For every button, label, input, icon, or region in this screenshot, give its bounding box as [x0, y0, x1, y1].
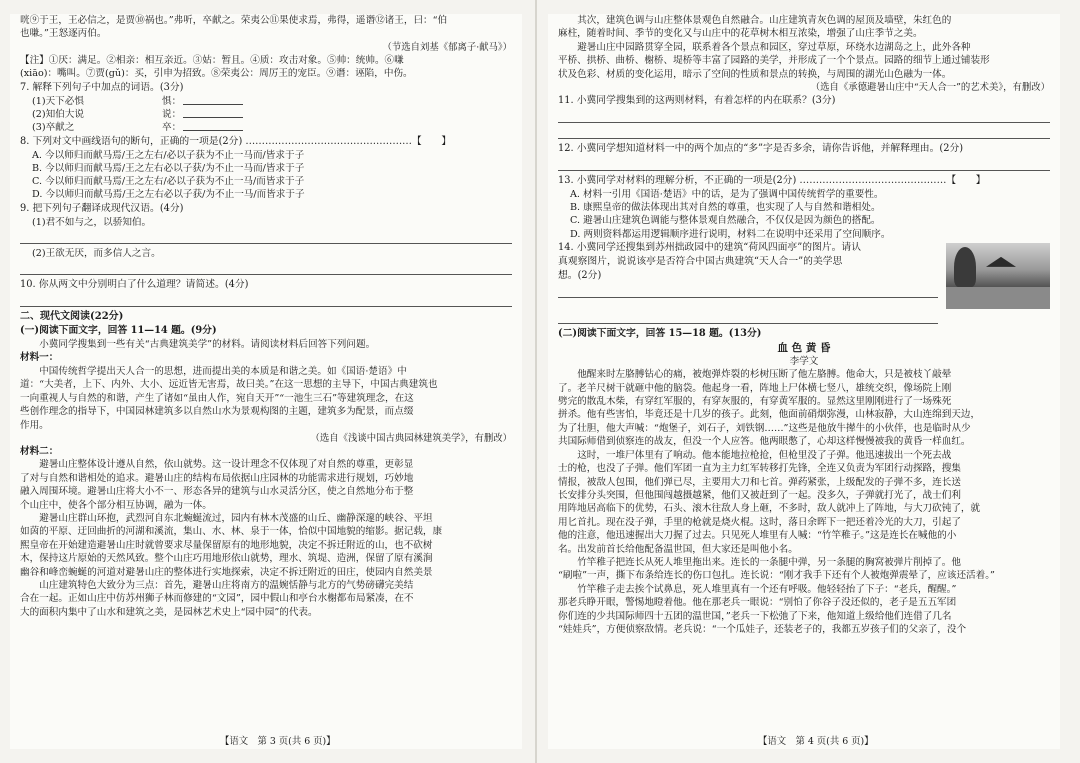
text-line: 大的面积内集中了山水和建筑之美，是园林艺术史上“园中园”的代表。 — [20, 606, 318, 618]
text-line: 麻柱，随着时间、季节的变化又与山庄中的花草树木相互浓染，增强了山庄季节之美。 — [558, 28, 923, 40]
text-line: 用匕首扎。现在没子弹，手里的枪就是烧火棍。这时，落日余晖下一把还着冷光的大刀，引起了 — [558, 516, 961, 528]
annotation-notes — [20, 54, 512, 81]
page-footer: 【语文 第 4 页(共 6 页)】 — [758, 736, 874, 747]
note-line: 【注】①厌：满足。②相亲：相互亲近。③姑：暂且。④质：攻击对象。⑤帅：统帅。⑥嗛 — [20, 54, 404, 66]
question-7-item — [20, 108, 512, 121]
answer-line[interactable] — [558, 311, 938, 324]
page-fold — [535, 0, 537, 763]
question-line: 想。(2分) — [558, 269, 602, 281]
text-line: 咣⑨于王，王必信之，是贾⑩祸也。”弗听，卒献之。荣夷公⑪果使求焉，弗得，遥谮⑫诸王，曰：“伯 — [20, 15, 448, 26]
answer-line[interactable] — [20, 294, 512, 307]
subsection-2-heading: (二)阅读下面文字，回答 15—18 题。(13分) — [558, 327, 762, 339]
text-line: 熙皇帝在开始建造避暑山庄时就曾要求尽量保留原有的地形地貌，决定不拆迁附近的山，也不砍树 — [20, 539, 433, 551]
question-13-options — [558, 188, 1050, 241]
page-footer: 【语文 第 3 页(共 6 页)】 — [220, 736, 336, 747]
page-4 — [548, 14, 1060, 749]
note-line: (xiāo)：嘴叫。⑦贾(gǔ)：买，引申为招致。⑧荣夷公：周厉王的宠臣。⑨谮：诬陷，中伤。 — [20, 68, 413, 80]
item-word: 说： — [162, 109, 182, 121]
text-line: 共国际师借到侦察连的战友，但没一个人应答。他两眼憋了，心却这样慢慢被我的黄昏一样血红。 — [558, 436, 971, 448]
text-line: 作用。 — [20, 419, 49, 431]
material-2-continued — [558, 14, 1050, 81]
question-12: 12. 小冀同学想知道材料一中的两个加点的“多”字是否多余，请你告诉他，并解释理由。(2分) — [558, 143, 964, 155]
text-line: 山庄建筑特色大致分为三点：首先，避暑山庄将南方的温婉恬静与北方的气势磅礴完美结 — [39, 579, 414, 591]
answer-line[interactable] — [558, 126, 1050, 139]
text-line: 如茵的平原、迂回曲折的河湖和溪流，集山、水、林、泉于一体，恰似中国地貌的缩影。据记载，康 — [20, 526, 443, 538]
question-8-options — [20, 149, 512, 202]
section-modern-reading: 二、现代文阅读(22分) — [20, 311, 124, 323]
text-line: 一向重视人与自然的和谐，产生了诸如“虽由人作，宛自天开”“一池生三石”等建筑理念，在这 — [20, 392, 414, 404]
text-line: 避暑山庄群山环抱，武烈河自东北蜿蜒流过，园内有林木茂盛的山丘、幽静深邃的峡谷、平坦 — [39, 512, 433, 524]
question-line: 14. 小冀同学还搜集到苏州拙政园中的建筑“荷风四面亭”的图片。请认 — [558, 241, 862, 253]
text-line: 长安排分头突围，但他围闯越摄越紧，他们又被赶到了一起。没多久，子弹就打光了，战士们利 — [558, 489, 961, 501]
option-line: B. 今以师归而献马焉/王之左右必以子获/为不止一马而/皆求于子 — [32, 163, 305, 175]
text-line: 这时，一堆尸体里有了响动。他本能地拉枪抢，但枪里没了子弹。他迅速拔出一个死去战 — [577, 449, 952, 461]
source-citation-3: （选自《承德避暑山庄中“天人合一”的艺术美》，有删改） — [810, 82, 1050, 94]
question-7: 7. 解释下列句子中加点的词语。(3分) — [20, 81, 184, 93]
text-line: 个山庄中，使各个部分相互协调，融为一体。 — [20, 499, 212, 511]
item-sentence: (2)知伯大说 — [32, 109, 84, 121]
pavilion-roof-shape — [986, 257, 1016, 267]
question-9-sentence-1: (1)君不如与之，以骄知伯。 — [32, 216, 152, 228]
tree-shape — [954, 247, 976, 287]
answer-line[interactable] — [558, 110, 1050, 123]
question-11: 11. 小冀同学搜集到的这两则材料，有着怎样的内在联系？(3分) — [558, 95, 836, 107]
text-line: 为了壮胆，他大声喊：“炮堡子，刘石子，刘铁钢……”这些是他放牛撵牛的小伙伴，也是临时从少 — [558, 422, 971, 434]
subsection-1-heading: (一)阅读下面文字，回答 11—14 题。(9分) — [20, 325, 217, 337]
material-1-text — [20, 365, 512, 432]
reading-intro: 小冀同学搜集到一些有关“古典建筑美学”的材料。请阅读材料后回答下列问题。 — [39, 339, 376, 351]
option-line: C. 今以师归而献马焉/王之左右/必以子获为不止一马/而皆求于子 — [32, 176, 305, 188]
text-line: 状及色彩、材质的变化运用，暗示了空间的性质和景点的转换，与周围的湖光山色融为一体。 — [558, 68, 952, 80]
story-text — [558, 368, 1050, 636]
text-line: 些创作理念的指导下，中国园林建筑多以自然山水为景观构图的主题，建筑多为配景，而点缀 — [20, 406, 414, 418]
item-sentence: (3)卒献之 — [32, 122, 75, 134]
page-3 — [10, 14, 522, 749]
text-line: “刷啦”一声，撕下布条给连长的伤口包扎。连长说：“刚才我手下还有个人被炮弹震晕了，应该还活着。” — [558, 570, 995, 582]
material-1-label: 材料一： — [20, 352, 59, 364]
question-10: 10. 你从两文中分别明白了什么道理？请简述。(4分) — [20, 279, 249, 291]
option-line: D. 今以师归而献马焉/王之左右必以子获/为不止一马/而皆求于子 — [32, 189, 305, 201]
option-line: B. 康熙皇帝的做法体现出其对自然的尊重，也实现了人与自然和谐相处。 — [570, 202, 881, 214]
story-author: 李学文 — [789, 355, 819, 367]
question-13: 13. 小冀同学对材料的理解分析，不正确的一项是(2分) ………………………………………【 】 — [558, 175, 986, 187]
text-line: 避暑山庄整体设计遵从自然，依山就势。这一设计理念不仅体现了对自然的尊重，更彰显 — [39, 459, 414, 471]
text-line: 避暑山庄中园路贯穿全园，联系着各个景点和园区，穿过草原，环绕水边湖岛之上，此外各种 — [577, 41, 971, 53]
passage-ending — [20, 14, 512, 41]
question-9-sentence-2: (2)王欲无厌，而多信人之言。 — [32, 247, 161, 259]
text-line: “娃娃兵”，方便侦察敌情。老兵说：“一个瓜娃子，还装老子的，我都五岁孩子们的父亲了，没个 — [558, 623, 967, 635]
option-line: A. 今以师归而献马焉/王之左右/必以子获为不止一马而/皆求于子 — [32, 149, 305, 161]
question-line: 真观察图片，说说该亭是否符合中国古典建筑“天人合一”的美学思 — [558, 255, 843, 267]
text-line: 拼杀。他有些害怕，毕竟还是十几岁的孩子。此刻，他面前硝烟弥漫，山林寂静，大山连绵到天边， — [558, 409, 981, 421]
text-line: 士的枪，也没了子弹。他们军团一直为主力红军转移打先锋，全连又负责为军团行动探路，搜集 — [558, 463, 961, 475]
text-line: 名。出发前首长给他配备温世国，但大家还是叫他小名。 — [558, 543, 798, 555]
pavilion-photo — [946, 243, 1050, 309]
option-line: D. 两则资料都运用逻辑顺序进行说明，材料二在说明中还采用了空间顺序。 — [570, 228, 891, 240]
text-line: 劈完的散乱木柴，有穿红军服的，有穿灰服的，有穿黄军服的。显然这里刚刚进行了一场殊死 — [558, 396, 952, 408]
source-citation-1: （节选自刘基《郁离子·献马》） — [382, 41, 512, 53]
text-line: 了。老羊尺树干就砸中他的脑袋。他起身一看，阵地上尸体横七竖八，雄统交织，像场院上刚 — [558, 382, 952, 394]
text-line: 竹竿稚子走去挨个试鼻息，死人堆里真有一个还有呼吸。他轻轻抬了下子：“老兵，醒醒。” — [577, 583, 957, 595]
text-line: 中国传统哲学提出天人合一的思想，进而提出美的本质是和谐之美。如《国语·楚语》中 — [39, 365, 407, 377]
text-line: 也嗛。”王怒逐丙伯。 — [20, 28, 107, 40]
answer-blank[interactable] — [183, 95, 243, 105]
answer-line[interactable] — [20, 231, 512, 244]
answer-line[interactable] — [20, 262, 512, 275]
text-line: 了对与自然和谐相处的追求。避暑山庄的结构布局依据山庄园林的功能需求进行规划，巧妙地 — [20, 472, 414, 484]
text-line: 情报，被敌人包围，他们弹已尽，主要用大刀和七首。弹药紧张，上级配发的子弹不多，连长送 — [558, 476, 961, 488]
answer-blank[interactable] — [183, 121, 243, 131]
answer-blank[interactable] — [183, 108, 243, 118]
text-line: 他的注意，他迅速握出大刀握了过去。只见死人堆里有人喊：“竹竿稚子。”这是连长在喊他的小 — [558, 530, 957, 542]
text-line: 用阵地居高临下的优势，石头、滚木往敌人身上砸，不多时，敌人就冲上了阵地，与大刀砍钝了，就 — [558, 503, 981, 515]
question-9: 9. 把下列句子翻译成现代汉语。(4分) — [20, 202, 184, 214]
text-line: 他醒来时左胳膊钻心的痛，被炮弹炸裂的杉树压断了他左胳膊。他命大，只是被枝丫敲晕 — [577, 369, 952, 381]
item-word: 惧： — [162, 95, 182, 107]
option-line: C. 避暑山庄建筑色调能与整体景观自然融合，不仅仅是因为颜色的搭配。 — [570, 215, 881, 227]
question-7-item — [20, 121, 512, 134]
text-line: 那老兵睁开眼，警惕地瞪着他。他在那老兵一眼说：“别怕了你谷子没还似的，老子是五五军团 — [558, 597, 957, 609]
question-8: 8. 下列对文中画线语句的断句，正确的一项是(2分) ……………………………………………【 】 — [20, 135, 452, 147]
source-citation-2: （选自《浅谈中国古典园林建筑美学》，有删改） — [310, 432, 512, 444]
option-line: A. 材料一引用《国语·楚语》中的话，是为了强调中国传统哲学的重要性。 — [570, 189, 884, 201]
pond-shape — [946, 287, 1050, 309]
question-7-item — [20, 95, 512, 108]
material-2-label: 材料二： — [20, 445, 59, 457]
text-line: 合在一起。正如山庄中仿苏州狮子林而修建的“文园”，园中假山和亭台水榭都布局紧凑，在不 — [20, 593, 414, 605]
text-line: 其次，建筑色调与山庄整体景观色自然融合。山庄建筑青灰色调的屋顶及墙壁，朱红色的 — [577, 15, 952, 26]
text-line: 道：“大美者，上下、内外、大小、远近皆无害焉，故曰美。”在这一思想的主导下，中国古典建筑也 — [20, 379, 438, 391]
answer-line[interactable] — [558, 158, 1050, 171]
question-7-items — [20, 95, 512, 135]
material-2-text — [20, 458, 512, 619]
text-line: 木，保持这片原始的天然风致。整个山庄巧用地形依山就势，理水、筑堤、造洲，保留了原有溪涧 — [20, 553, 433, 565]
answer-line[interactable] — [558, 285, 938, 298]
text-line: 竹竿稚子把连长从死人堆里拖出来。连长的一条腿中弹，另一条腿的胸窝被弹片削掉了。他 — [577, 556, 961, 568]
item-sentence: (1)天下必惧 — [32, 95, 84, 107]
text-line: 融入周围环境。避暑山庄将大小不一、形态各异的建筑与山水灵活分区，使之自然地分布于整 — [20, 486, 414, 498]
item-word: 卒： — [162, 122, 182, 134]
question-14-block — [558, 241, 1050, 324]
text-line: 你们连的少共国际师四十五团的温世国，”老兵一下松弛了下来，他知道上级给他们连借了几名 — [558, 610, 952, 622]
text-line: 平桥、拱桥、曲桥、榭桥、堤桥等丰富了园路的美学，并形成了一个个景点。园路的细节上通过铺装形 — [558, 55, 990, 67]
story-title: 血 色 黄 昏 — [777, 341, 831, 354]
text-line: 幽谷和峰峦蜿蜒的河道对避暑山庄的整体进行实地探索，决定不拆迁附近的田庄，使园内自然美景 — [20, 566, 433, 578]
